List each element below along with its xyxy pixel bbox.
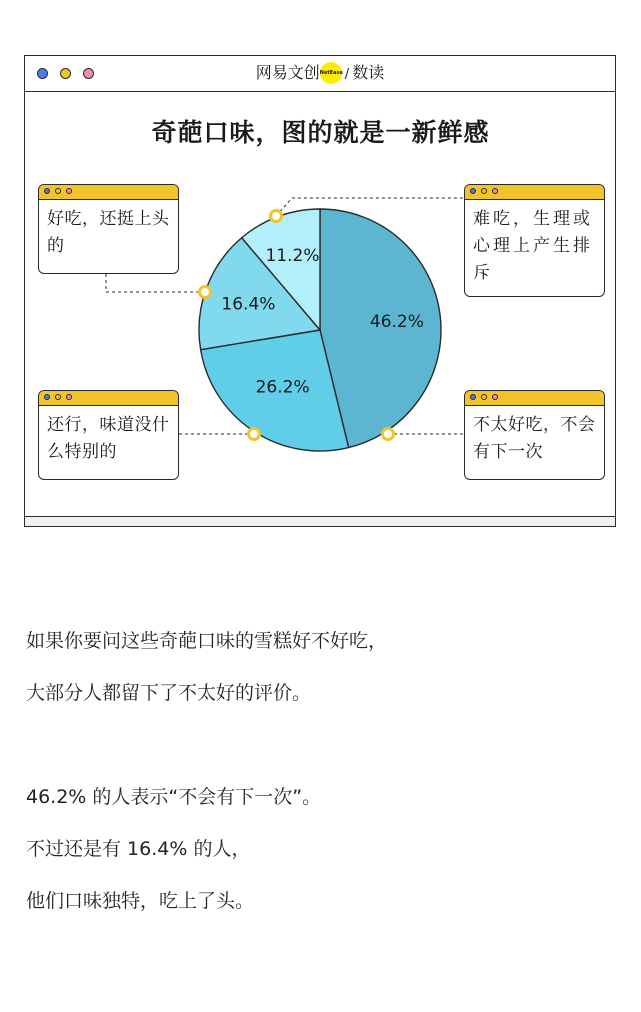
callout-okay <box>38 390 179 480</box>
callout-dot-yellow-icon <box>55 394 61 400</box>
article-paragraph-5: 他们口味独特，吃上了头。 <box>26 890 255 912</box>
article-paragraph-3: 46.2% 的人表示“不会有下一次”。 <box>26 786 322 808</box>
callout-connector-line <box>106 274 205 292</box>
callout-dot-pink-icon <box>66 188 72 194</box>
callout-label: 好吃，还挺上头的 <box>47 209 170 256</box>
article-paragraph-1: 如果你要问这些奇葩口味的雪糕好不好吃， <box>26 630 388 652</box>
callout-dot-pink-icon <box>492 188 498 194</box>
callout-dot-blue-icon <box>470 394 476 400</box>
callout-dot-blue-icon <box>44 394 50 400</box>
callout-dot-blue-icon <box>470 188 476 194</box>
callout-title-bar <box>39 185 178 200</box>
pie-slice-label: 46.2% <box>369 311 424 332</box>
callout-dot-yellow-icon <box>55 188 61 194</box>
callout-title-bar <box>39 391 178 406</box>
brand-name-right: 数读 <box>352 63 385 82</box>
pie-slice-label: 16.4% <box>221 294 276 315</box>
callout-marker-icon <box>383 429 394 440</box>
article-paragraph-4: 不过还是有 16.4% 的人， <box>26 838 251 860</box>
callout-label: 还行，味道没什么特别的 <box>47 415 170 462</box>
callout-label: 难吃，生理或心理上产生排斥 <box>473 209 593 283</box>
callout-marker-icon <box>249 429 260 440</box>
callout-marker-icon <box>200 287 211 298</box>
callout-label: 不太好吃，不会有下一次 <box>473 415 596 462</box>
callout-dot-yellow-icon <box>481 394 487 400</box>
callout-title-bar <box>465 391 604 406</box>
pie-slice-label: 26.2% <box>255 377 310 398</box>
callout-tasty <box>38 184 179 274</box>
article-paragraph-2: 大部分人都留下了不太好的评价。 <box>26 682 312 704</box>
callout-dot-blue-icon <box>44 188 50 194</box>
chart-title: 奇葩口味，图的就是一新鲜感 <box>151 118 490 147</box>
callout-title-bar <box>465 185 604 200</box>
pie-slice-label: 11.2% <box>265 246 320 267</box>
callout-disgusting <box>464 184 605 297</box>
callout-not-good <box>464 390 605 480</box>
brand-separator: / <box>344 67 350 82</box>
callout-marker-icon <box>271 211 282 222</box>
netease-badge-icon: NetEase <box>320 62 342 84</box>
brand-name-left: 网易文创 <box>255 63 320 82</box>
callout-dot-yellow-icon <box>481 188 487 194</box>
callout-dot-pink-icon <box>492 394 498 400</box>
callout-dot-pink-icon <box>66 394 72 400</box>
